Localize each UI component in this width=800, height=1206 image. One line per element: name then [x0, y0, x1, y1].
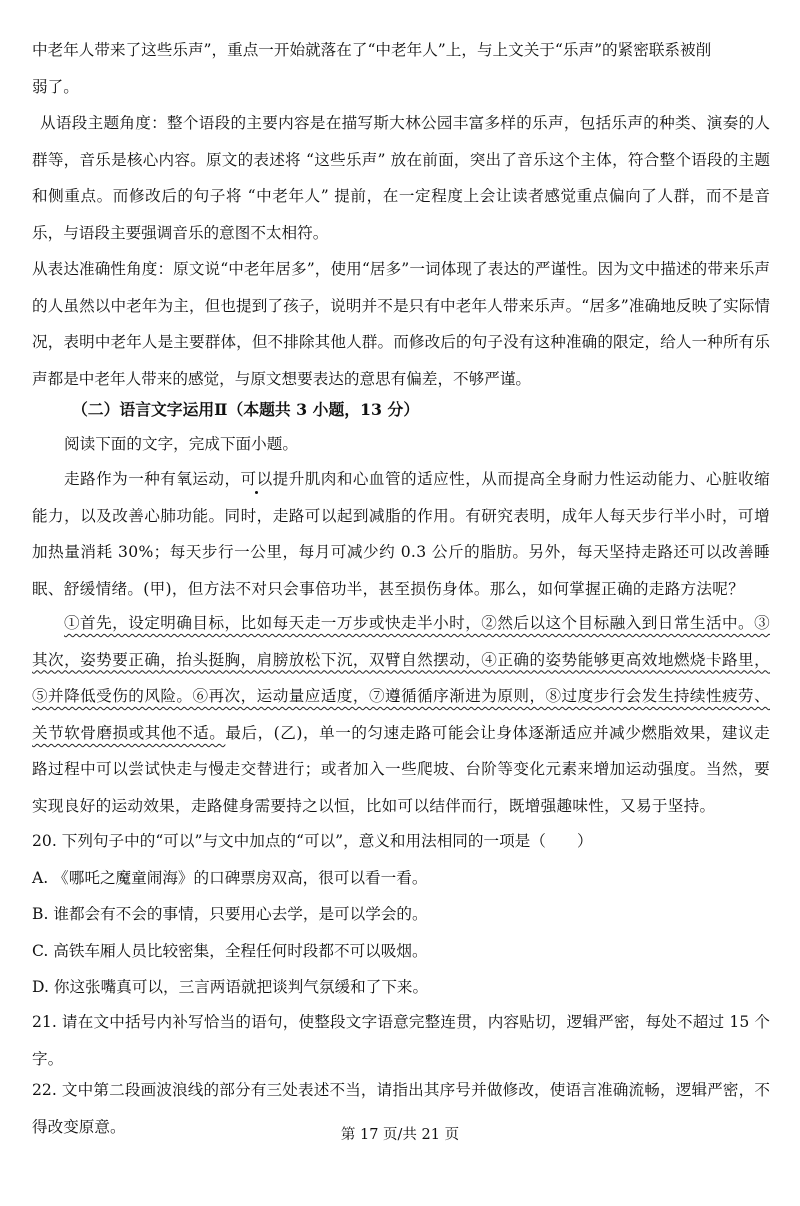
text-line: 中老年人带来了这些乐声”，重点一开始就落在了“中老年人”上，与上文关于“乐声”的紧密联系被削 [32, 41, 712, 59]
page-number-footer: 第 17 页/共 21 页 [340, 1127, 460, 1143]
wavy-underlined-text: ①首先，设定明确目标，比如每天走一万步或快走半小时，②然后以这个目标融入到日常生活中。③其次，姿势要正确，抬头挺胸，肩膀放松下沉，双臂自然摆动，④正确的姿势能够更高效地燃烧卡路里，⑤并降低受伤的风险。⑥再次，运动量应适度，⑦遵循循序渐进为原则，⑧过度步行会发生持续性疲劳、关节软骨磨损或其他不适。 [32, 614, 770, 742]
paragraph-accuracy-angle: 从表达准确性角度：原文说“中老年居多”，使用“居多”一词体现了表达的严谨性。因为文中描述的带来乐声的人虽然以中老年为主，但也提到了孩子，说明并不是只有中老年人带来乐声。“居多”准确地反映了实际情况，表明中老年人是主要群体，但不排除其他人群。而修改后的句子没有这种准确的限定，给人一种所有乐声都是中老年人带来的感觉，与原文想要表达的意思有偏差，不够严谨。 [32, 260, 770, 388]
dotted-keyword: 可以 [240, 470, 273, 488]
question-22: 22. 文中第二段画波浪线的部分有三处表述不当，请指出其序号并做修改，使语言准确流畅，逻辑严密，不得改变原意。 [32, 1081, 770, 1136]
passage-text: 最后，(乙)，单一的匀速走路可能会让身体逐渐适应并减少燃脂效果，建议走路过程中可以尝试快走与慢走交替进行；或者加入一些爬坡、台阶等变化元素来增加运动强度。当然，要实现良好的运动效果，走路健身需要持之以恒，比如可以结伴而行，既增强趣味性，又易于坚持。 [32, 723, 770, 815]
question-21: 21. 请在文中括号内补写恰当的语句，使整段文字语意完整连贯，内容贴切，逻辑严密，每处不超过 15 个字。 [32, 1013, 770, 1068]
option-a: A. 《哪吒之魔童闹海》的口碑票房双高，很可以看一看。 [32, 868, 428, 887]
passage-text: 走路作为一种有氧运动， [64, 470, 241, 488]
paragraph-topic-angle: 从语段主题角度：整个语段的主要内容是在描写斯大林公园丰富多样的乐声，包括乐声的种类、演奏的人群等，音乐是核心内容。原文的表述将 “这些乐声” 放在前面，突出了音乐这个主体，符合整个语段的主题和侧重点。而修改后的句子将 “中老年人” 提前，在一定程度上会让读者感觉重点偏向了人群，而不是音乐，与语段主要强调音乐的意图不太相符。 [32, 114, 770, 242]
instruction-text: 阅读下面的文字，完成下面小题。 [64, 435, 298, 453]
question-20 [32, 823, 770, 1006]
passage-text: 提升肌肉和心血管的适应性，从而提高全身耐力性运动能力、心脏收缩能力，以及改善心肺功能。同时，走路可以起到减脂的作用。有研究表明，成年人每天步行半小时，可增加热量消耗 30%；每天步行一公里，每月可减少约 0.3 公斤的脂肪。另外，每天坚持走路还可以改善睡眠、舒缓情绪。(甲)，但方法不对只会事倍功半，甚至损伤身体。那么，如何掌握正确的走路方法呢？ [32, 470, 770, 598]
section-title: （二）语言文字运用Ⅱ（本题共 3 小题，13 分） [72, 400, 420, 419]
paragraph-continued [32, 32, 770, 105]
option-d: D. 你这张嘴真可以，三言两语就把谈判气氛缓和了下来。 [32, 978, 429, 997]
question-stem: 20. 下列句子中的“可以”与文中加点的“可以”，意义和用法相同的一项是（ ） [32, 832, 593, 850]
passage-paragraph-1 [32, 461, 770, 607]
passage-paragraph-2 [32, 605, 770, 825]
text-line: 弱了。 [32, 77, 79, 96]
option-c: C. 高铁车厢人员比较密集，全程任何时段都不可以吸烟。 [32, 941, 428, 960]
option-b: B. 谁都会有不会的事情，只要用心去学，是可以学会的。 [32, 905, 428, 924]
